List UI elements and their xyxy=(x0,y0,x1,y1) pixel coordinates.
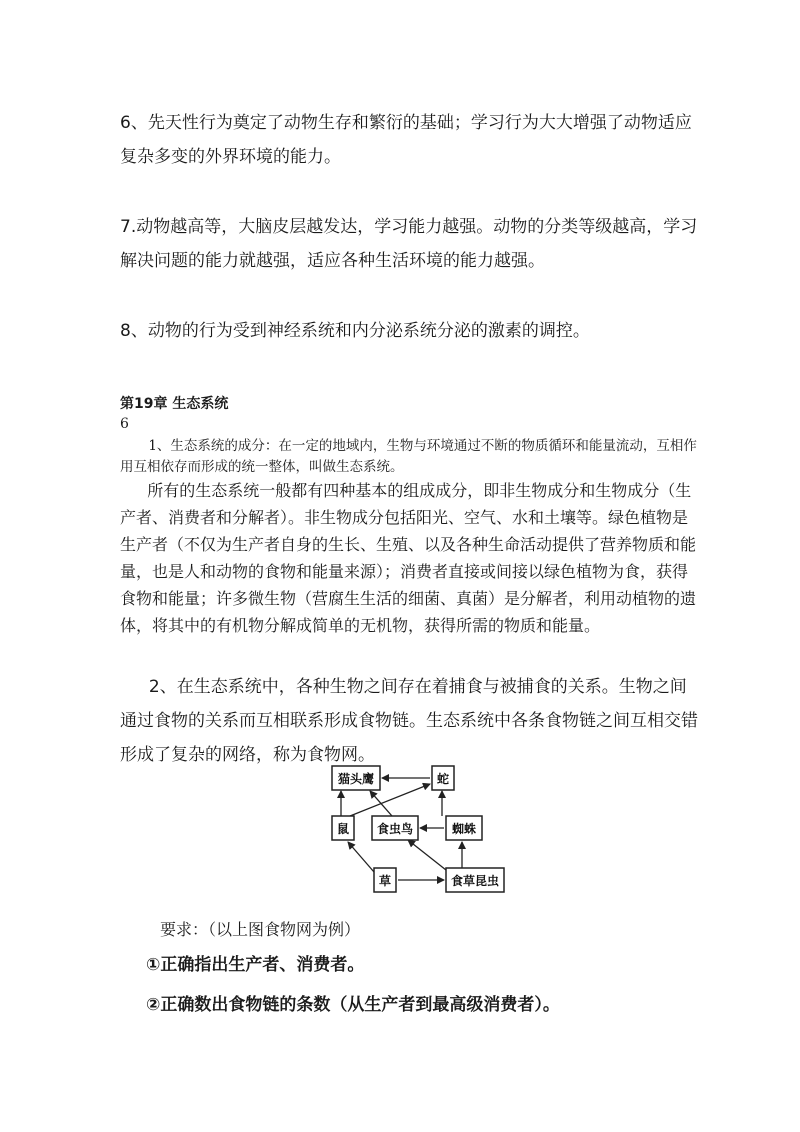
node-insect xyxy=(446,868,504,892)
chapter-title: 第19章 生态系统 xyxy=(120,396,229,412)
requirement-2: ②正确数出食物链的条数（从生产者到最高级消费者）。 xyxy=(146,995,560,1015)
node-owl-label: 猫头鹰 xyxy=(337,772,375,786)
paragraph-7: 7.动物越高等，大脑皮层越发达，学习能力越强。动物的分类等级越高，学习解决问题的能力就越强，适应各种生活环境的能力越强。 xyxy=(120,217,698,271)
requirement-label: 要求：（以上图食物网为例） xyxy=(160,920,361,939)
requirement-1: ①正确指出生产者、消费者。 xyxy=(146,955,365,975)
food-web-diagram xyxy=(330,758,510,898)
edge-grass-mouse xyxy=(348,842,374,872)
node-owl xyxy=(332,766,380,790)
node-insect-label: 食草昆虫 xyxy=(450,874,500,888)
node-grass xyxy=(374,868,396,892)
node-spider-label: 蜘蛛 xyxy=(451,822,477,836)
chapter-number: 6 xyxy=(120,416,129,432)
eco-point-2: 2、在生态系统中，各种生物之间存在着捕食与被捕食的关系。生物之间通过食物的关系而互相联系形成食物链。生态系统中各条食物链之间互相交错形成了复杂的网络，称为食物网。 xyxy=(120,677,698,765)
node-mouse xyxy=(332,816,354,840)
eco-point-1: 1、生态系统的成分：在一定的地域内，生物与环境通过不断的物质循环和能量流动，互相作用互相依存而形成的统一整体，叫做生态系统。 xyxy=(120,438,697,475)
node-bird xyxy=(372,816,418,840)
node-mouse-label: 鼠 xyxy=(336,822,350,836)
paragraph-6: 6、先天性行为奠定了动物生存和繁衍的基础；学习行为大大增强了动物适应复杂多变的外界环境的能力。 xyxy=(120,113,692,167)
eco-components-paragraph: 所有的生态系统一般都有四种基本的组成成分，即非生物成分和生物成分（生产者、消费者和分解者）。非生物成分包括阳光、空气、水和土壤等。绿色植物是生产者（不仅为生产者自身的生长、生殖、以及各种生命活动提供了营养物质和能量，也是人和动物的食物和能量来源）；消费者直接或间接以绿色植物为食，获得食物和能量；许多微生物（营腐生生活的细菌、真菌）是分解者，利用动植物的遗体，将其中的有机物分解成简单的无机物，获得所需的物质和能量。 xyxy=(120,481,697,635)
edge-insect-bird xyxy=(408,840,446,870)
edge-bird-owl xyxy=(370,791,392,816)
node-snake xyxy=(432,766,454,790)
node-snake-label: 蛇 xyxy=(436,772,450,786)
node-bird-label: 食虫鸟 xyxy=(376,822,414,836)
node-spider xyxy=(446,816,482,840)
paragraph-8: 8、动物的行为受到神经系统和内分泌系统分泌的激素的调控。 xyxy=(120,321,590,341)
node-grass-label: 草 xyxy=(378,874,392,888)
